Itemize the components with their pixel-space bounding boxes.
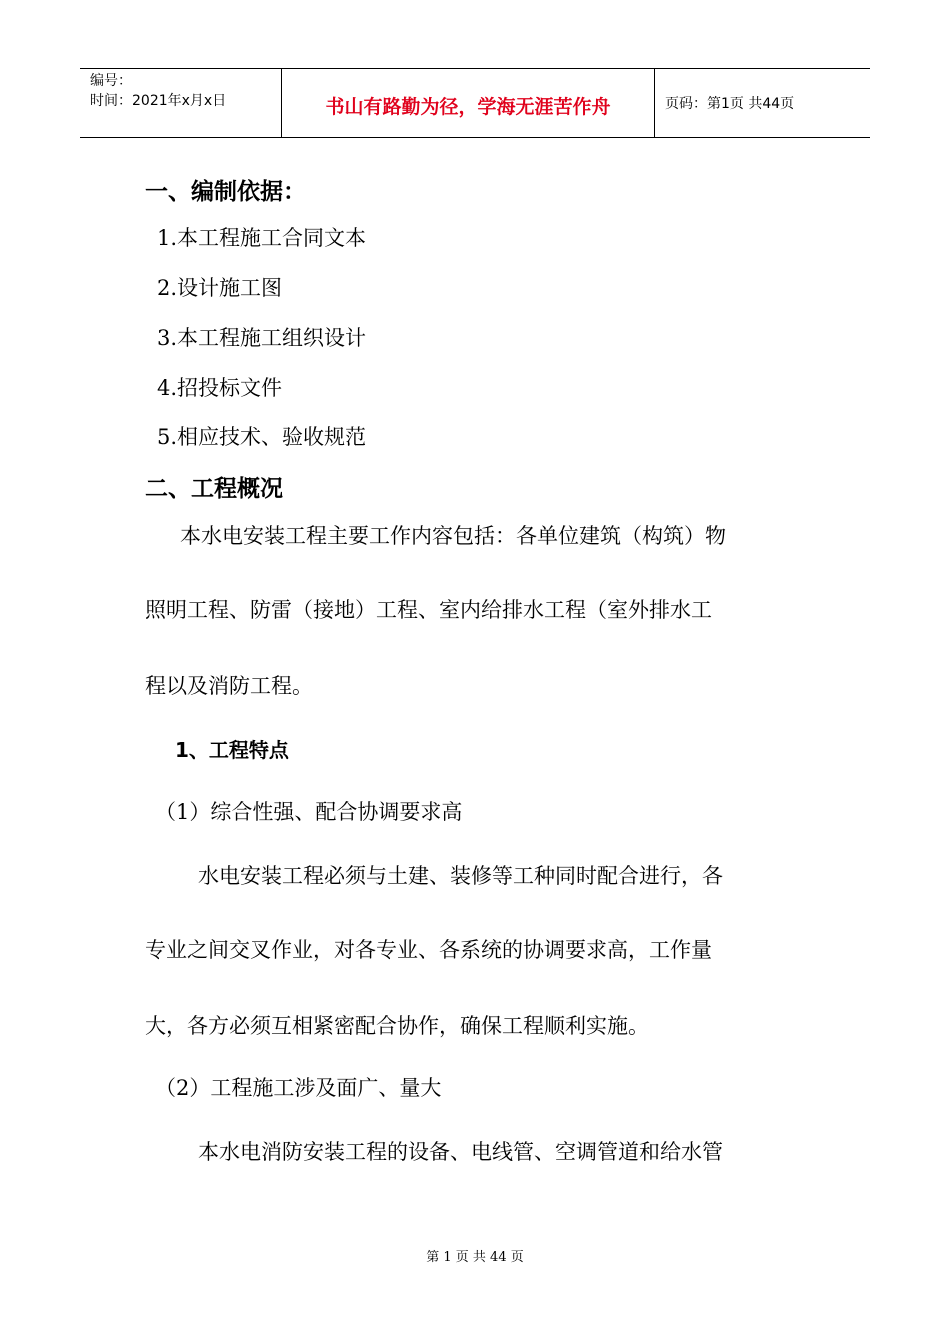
header-motto-cell: [282, 69, 655, 137]
header-motto: 书山有路勤为径，学海无涯苦作舟: [325, 95, 611, 118]
paragraph-line: 大，各方必须互相紧密配合协作，确保工程顺利实施。: [145, 1014, 649, 1038]
paragraph-line: 本水电安装工程主要工作内容包括：各单位建筑（构筑）物: [180, 524, 726, 548]
header-page-number: 页码：第1页 共44页: [665, 96, 795, 112]
header-meta-cell: [80, 69, 282, 137]
section-heading-basis: 一、编制依据：: [145, 179, 306, 205]
paragraph-line: 照明工程、防雷（接地）工程、室内给排水工程（室外排水工: [145, 598, 712, 622]
paragraph-line: 专业之间交叉作业，对各专业、各系统的协调要求高，工作量: [145, 938, 712, 962]
subsection-heading: 1、工程特点: [175, 738, 289, 762]
point-title: （2）工程施工涉及面广、量大: [155, 1076, 442, 1100]
point-title: （1）综合性强、配合协调要求高: [155, 800, 463, 824]
paragraph-line: 本水电消防安装工程的设备、电线管、空调管道和给水管: [198, 1140, 723, 1164]
list-item: 3.本工程施工组织设计: [157, 326, 367, 350]
page-footer: 第 1 页 共 44 页: [426, 1250, 524, 1265]
section-heading-overview: 二、工程概况: [145, 476, 283, 502]
document-header: [80, 68, 870, 138]
paragraph-line: 水电安装工程必须与土建、装修等工种同时配合进行，各: [198, 864, 723, 888]
paragraph-line: 程以及消防工程。: [145, 674, 313, 698]
header-page-cell: [655, 69, 870, 137]
document-number-label: 编号：: [90, 73, 132, 89]
document-date: 时间：2021年x月x日: [90, 93, 227, 109]
list-item: 4.招投标文件: [157, 376, 283, 400]
list-item: 5.相应技术、验收规范: [157, 425, 367, 449]
list-item: 1.本工程施工合同文本: [157, 226, 367, 250]
list-item: 2.设计施工图: [157, 276, 283, 300]
